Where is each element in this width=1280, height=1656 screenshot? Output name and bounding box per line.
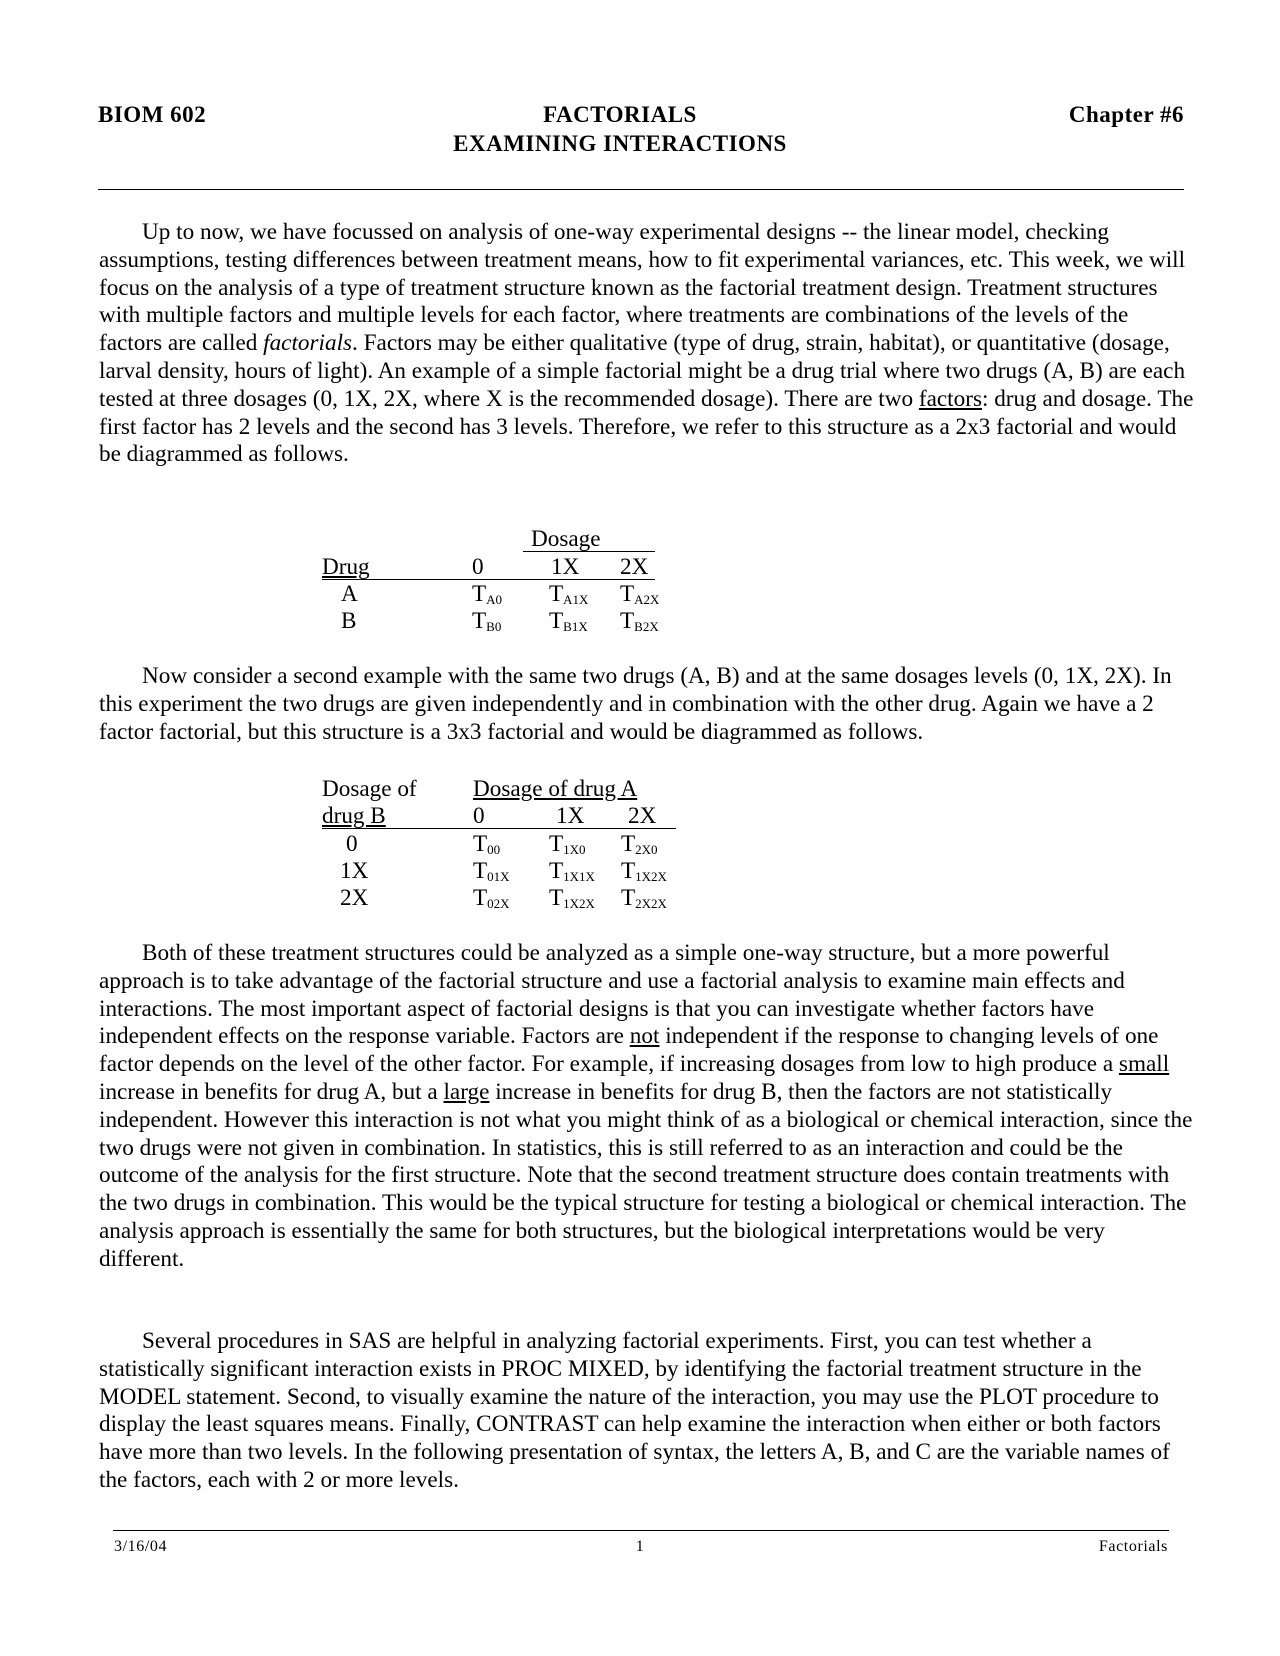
paragraph-intro-part1: Up to now, we have focussed on analysis of one-way experimental designs -- the linear model, checking assumptions, testing differences between treatment means, how to fit experimental variances, etc. This week, we will focus on the analysis of a type of treatment structure known as the factorial treatment design. Treatment structures with multiple factors and multiple levels for each factor, where treatments are combinations of the levels of the factors are called (99, 219, 1186, 357)
table2-group-header: Dosage of drug A (473, 776, 638, 802)
paragraph-second-example-text: Now consider a second example with the same two drugs (A, B) and at the same dosages levels (0, 1X, 2X). In this experiment the two drugs are given independently and in combination with the other drug. Again we have a 2 factor factorial, but this structure is a 3x3 factorial and would be diagrammed as follows. (99, 663, 1172, 745)
table2-cell-1x1x (549, 858, 595, 884)
table1-cell-b1x-base: T (549, 608, 564, 634)
table2-cell-1x2x-row3-base: T (549, 885, 564, 911)
table2-cell-1x2x-row3 (549, 885, 595, 911)
table2-col-0: 0 (473, 803, 485, 829)
paragraph-interactions-part3: increase in benefits for drug A, but a (99, 1078, 444, 1105)
footer-date: 3/16/04 (114, 1538, 168, 1555)
table1-cell-b0-sub: B0 (486, 619, 502, 634)
table2-row-label-2x: 2X (340, 885, 369, 911)
table1-cell-a1x (549, 581, 588, 607)
paragraph-intro-part3: : drug and dosage. The first factor has 2 levels and the second has 3 levels. Therefore, we refer to this structure as a 2x3 factorial and would be diagrammed as follows. (99, 385, 1194, 468)
paragraph-interactions (99, 940, 1194, 1274)
table2-cell-2x2x (621, 885, 667, 911)
table2-cell-01x (473, 858, 510, 884)
course-code: BIOM 602 (98, 102, 207, 127)
table2-cell-2x2x-base: T (621, 885, 636, 911)
table1-cell-a0-base: T (472, 581, 487, 607)
table2-cell-02x (473, 885, 510, 911)
table2-cell-1x2x-base: T (621, 858, 636, 884)
underline-not: not (629, 1023, 660, 1050)
table1-cell-b1x-sub: B1X (563, 619, 588, 634)
underline-small: small (1118, 1051, 1170, 1078)
table1-cell-b2x (620, 608, 659, 634)
table2-cell-2x0-base: T (621, 831, 636, 857)
table2-cell-00-base: T (473, 831, 488, 857)
footer-section: Factorials (1098, 1538, 1168, 1555)
table1-row-label-b: B (341, 608, 357, 634)
table2-cell-2x0 (621, 831, 658, 857)
table1-group-header: Dosage (531, 526, 601, 552)
paragraph-interactions-part2: independent if the response to changing levels of one factor depends on the level of the other factor. For example, if increasing dosages from low to high produce a (99, 1023, 1159, 1078)
table2-row-label-1x: 1X (340, 858, 369, 884)
table2-cell-1x0 (549, 831, 586, 857)
table1-group-rule (523, 551, 655, 552)
table2-col-1x: 1X (556, 803, 585, 829)
footer-page-number: 1 (635, 1538, 645, 1555)
table1-col-2x: 2X (620, 554, 649, 580)
table2-row-label-0: 0 (346, 831, 358, 857)
paragraph-second-example (99, 663, 1194, 746)
table2-cell-1x2x-row3-sub: 1X2X (563, 896, 595, 911)
table2-col-2x: 2X (628, 803, 657, 829)
table1-cell-a2x (620, 581, 659, 607)
table1-header-rule (322, 579, 655, 580)
table1-cell-a0 (472, 581, 502, 607)
paragraph-sas-procedures-text: Several procedures in SAS are helpful in analyzing factorial experiments. First, you can test whether a statistically significant interaction exists in PROC MIXED, by identifying the factorial treatment structure in the MODEL statement. Second, to visually examine the nature of the interaction, you may use the PLOT procedure to display the least squares means. Finally, CONTRAST can help examine the interaction when either or both factors have more than two levels. In the following presentation of syntax, the letters A, B, and C are the variable names of the factors, each with 2 or more levels. (99, 1328, 1170, 1493)
header-rule (98, 189, 1184, 190)
table1-cell-a2x-sub: A2X (634, 592, 660, 607)
table1-cell-a2x-base: T (620, 581, 635, 607)
paragraph-intro (99, 219, 1194, 469)
table2-cell-1x2x-sub: 1X2X (635, 869, 667, 884)
table1-col-1x: 1X (551, 554, 580, 580)
table2-header-rule (322, 828, 676, 829)
table2-cell-1x2x (621, 858, 667, 884)
paragraph-sas-procedures (99, 1328, 1194, 1495)
table2-cell-00 (473, 831, 500, 857)
table2-cell-1x1x-base: T (549, 858, 564, 884)
table2-cell-2x2x-sub: 2X2X (635, 896, 667, 911)
chapter-label: Chapter #6 (1068, 102, 1184, 127)
table2-cell-1x1x-sub: 1X1X (563, 869, 595, 884)
table1-cell-a1x-base: T (549, 581, 564, 607)
table2-cell-02x-base: T (473, 885, 488, 911)
table1-cell-b0-base: T (472, 608, 487, 634)
table1-cell-a1x-sub: A1X (563, 592, 589, 607)
table2-cell-01x-sub: 01X (487, 869, 510, 884)
table1-cell-b2x-base: T (620, 608, 635, 634)
table2-cell-02x-sub: 02X (487, 896, 510, 911)
underline-factors: factors (918, 385, 982, 412)
table2-row-header-line1: Dosage of (322, 776, 417, 802)
footer-rule (113, 1530, 1169, 1531)
emphasis-factorials: factorials (263, 330, 353, 357)
underline-large: large (443, 1078, 490, 1105)
table2-cell-1x0-sub: 1X0 (563, 842, 586, 857)
table1-cell-b0 (472, 608, 501, 634)
paragraph-interactions-part4: increase in benefits for drug B, then the factors are not statistically independent. However this interaction is not what you might think of as a biological or chemical interaction, since the two drugs were not given in combination. In statistics, this is still referred to as an interaction and could be the outcome of the analysis for the first structure. Note that the second treatment structure does contain treatments with the two drugs in combination. This would be the typical structure for testing a biological or chemical interaction. The analysis approach is essentially the same for both structures, but the biological interpretations would be very different. (99, 1078, 1193, 1272)
table1-cell-b2x-sub: B2X (634, 619, 659, 634)
table2-cell-00-sub: 00 (487, 842, 501, 857)
paragraph-interactions-part1: Both of these treatment structures could be analyzed as a simple one-way structure, but a more powerful approach is to take advantage of the factorial structure and use a factorial analysis to examine main effects and interactions. The most important aspect of factorial designs is that you can investigate whether factors have independent effects on the response variable. Factors are (99, 940, 1125, 1050)
document-title: FACTORIALS (543, 102, 697, 127)
paragraph-intro-part2: . Factors may be either qualitative (type of drug, strain, habitat), or quantitative (dosage, larval density, hours of light). An example of a simple factorial might be a drug trial where two drugs (A, B) are each tested at three dosages (0, 1X, 2X, where X is the recommended dosage). There are two (99, 330, 1186, 412)
table1-cell-a0-sub: A0 (486, 592, 503, 607)
table2-cell-2x0-sub: 2X0 (635, 842, 658, 857)
table2-cell-01x-base: T (473, 858, 488, 884)
table1-row-header: Drug (322, 554, 370, 580)
table1-col-0: 0 (472, 554, 484, 580)
table1-cell-b1x (549, 608, 588, 634)
table2-cell-1x0-base: T (549, 831, 564, 857)
document-subtitle: EXAMINING INTERACTIONS (453, 131, 787, 156)
table2-row-header-line2: drug B (322, 803, 386, 829)
table1-row-label-a: A (341, 581, 358, 607)
